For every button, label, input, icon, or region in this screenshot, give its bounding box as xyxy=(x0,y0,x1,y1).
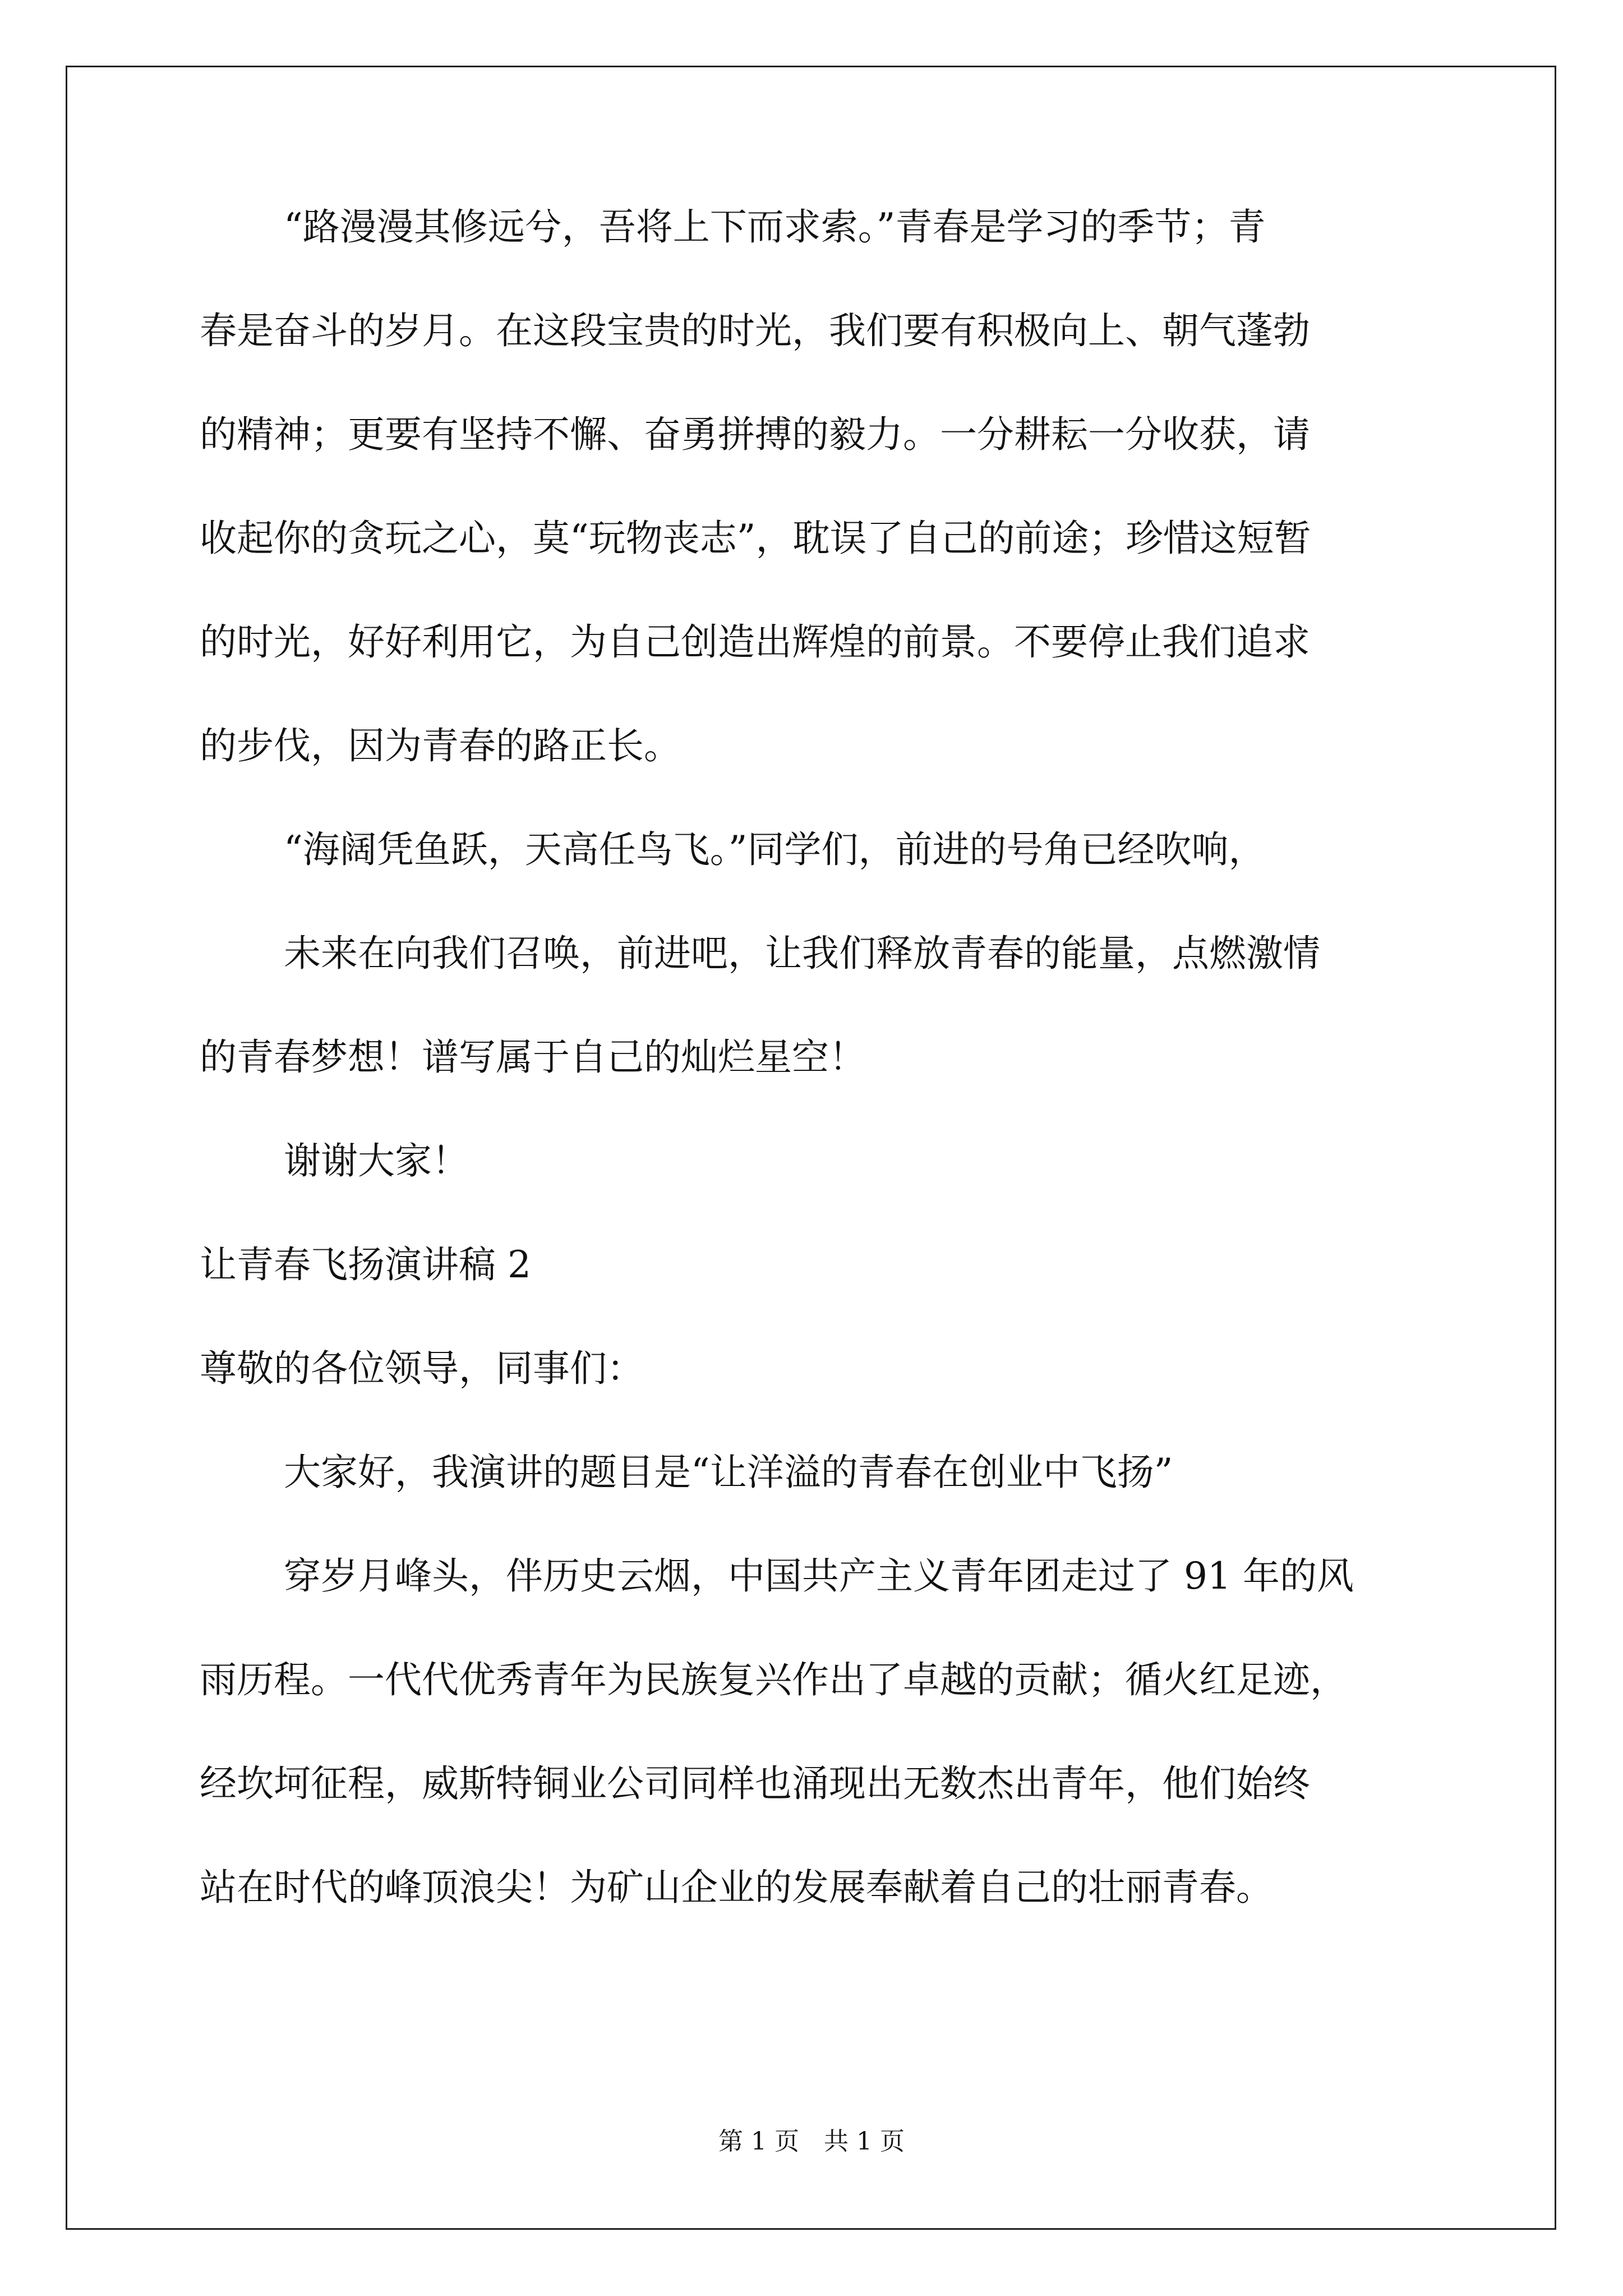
paragraph-line: 的时光，好好利用它，为自己创造出辉煌的前景。不要停止我们追求 xyxy=(200,620,1310,664)
paragraph-line: 大家好，我演讲的题目是“让洋溢的青春在创业中飞扬” xyxy=(284,1451,1173,1494)
paragraph-line: “海阔凭鱼跃，天高任鸟飞。”同学们，前进的号角已经吹响， xyxy=(284,828,1266,871)
paragraph-line: 的步伐，因为青春的路正长。 xyxy=(200,724,681,767)
paragraph-line: 春是奋斗的岁月。在这段宝贵的时光，我们要有积极向上、朝气蓬勃 xyxy=(200,309,1310,352)
salutation: 尊敬的各位领导，同事们： xyxy=(200,1347,644,1390)
paragraph-line: “路漫漫其修远兮，吾将上下而求索。”青春是学习的季节；青 xyxy=(284,205,1266,249)
paragraph-line: 收起你的贪玩之心，莫“玩物丧志”，耽误了自己的前途；珍惜这短暂 xyxy=(200,517,1311,560)
paragraph-line: 的精神；更要有坚持不懈、奋勇拼搏的毅力。一分耕耘一分收获，请 xyxy=(200,413,1310,456)
section-title: 让青春飞扬演讲稿 2 xyxy=(200,1243,531,1286)
paragraph-line: 谢谢大家！ xyxy=(284,1139,469,1182)
paragraph-line: 站在时代的峰顶浪尖！为矿山企业的发展奉献着自己的壮丽青春。 xyxy=(200,1866,1273,1909)
paragraph-line: 经坎坷征程，威斯特铜业公司同样也涌现出无数杰出青年，他们始终 xyxy=(200,1762,1310,1805)
paragraph-line: 穿岁月峰头，伴历史云烟，中国共产主义青年团走过了 91 年的风 xyxy=(284,1554,1354,1598)
paragraph-line: 的青春梦想！谱写属于自己的灿烂星空！ xyxy=(200,1036,866,1079)
page-number-footer: 第 1 页 共 1 页 xyxy=(718,2127,905,2156)
paragraph-line: 雨历程。一代代优秀青年为民族复兴作出了卓越的贡献；循火红足迹， xyxy=(200,1658,1347,1701)
paragraph-line: 未来在向我们召唤，前进吧，让我们释放青春的能量，点燃激情 xyxy=(284,932,1320,975)
